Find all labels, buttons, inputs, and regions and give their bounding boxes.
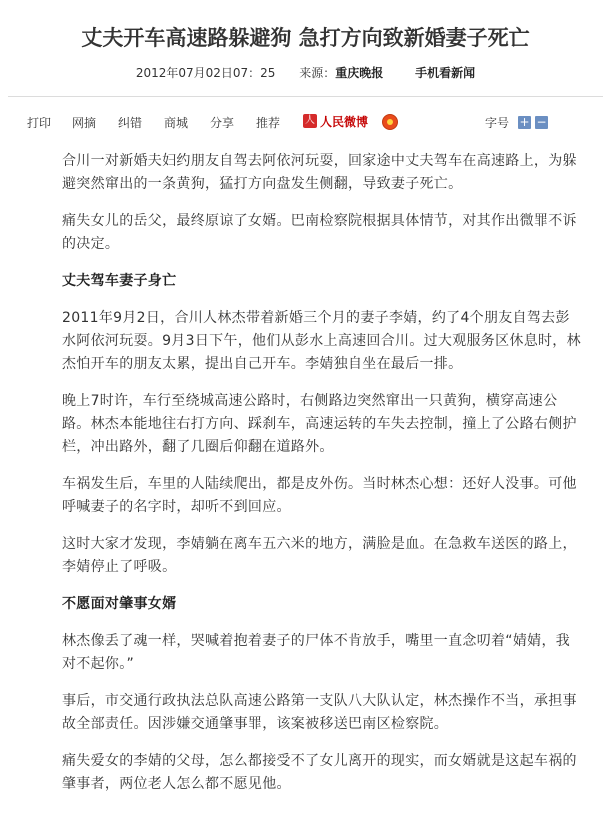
mobile-news-link[interactable]: 手机看新闻 (415, 66, 476, 80)
share-button[interactable]: 分享 (210, 116, 235, 130)
recommend-button[interactable]: 推荐 (256, 116, 281, 130)
weibo-label: 人民微博 (320, 114, 369, 129)
font-decrease-button[interactable]: − (536, 115, 547, 129)
article-body (62, 150, 582, 810)
bookmark-button[interactable]: 网摘 (72, 116, 97, 130)
article-paragraph: 这时大家才发现，李婧躺在离车五六米的地方，满脸是血。在急救车送医的路上，李婧停止了呼吸。 (62, 536, 577, 575)
weibo-share-icon[interactable] (382, 114, 398, 130)
article-header (0, 0, 611, 100)
font-size-label: 字号 (485, 116, 510, 130)
article-paragraph: 晚上7时许，车行至绕城高速公路时，右侧路边突然窜出一只黄狗，横穿高速公路。林杰本能地往右打方向、踩刹车，高速运转的车失去控制，撞上了公路右侧护栏，冲出路外，翻了几圈后仰翻在道路外。 (62, 393, 577, 455)
article-paragraph: 林杰像丢了魂一样，哭喊着抱着妻子的尸体不肯放手，嘴里一直念叨着“婧婧，我对不起你。” (62, 633, 571, 672)
people-weibo-link[interactable] (303, 112, 368, 130)
article-title: 丈夫开车高速路躲避狗 急打方向致新婚妻子死亡 (81, 26, 530, 50)
article-paragraph: 事后，市交通行政执法总队高速公路第一支队八大队认定，林杰操作不当，承担事故全部责任。因涉嫌交通肇事罪，该案被移送巴南区检察院。 (62, 693, 577, 732)
publish-datetime: 2012年07月02日07：25 (135, 66, 276, 80)
article-paragraph: 车祸发生后，车里的人陆续爬出，都是皮外伤。当时林杰心想：还好人没事。可他呼喊妻子的名字时，却听不到回应。 (62, 476, 577, 515)
source-label: 来源： (299, 66, 336, 80)
article-paragraph: 合川一对新婚夫妇约朋友自驾去阿依河玩耍，回家途中丈夫驾车在高速路上，为躲避突然窜出的一条黄狗，猛打方向盘发生侧翻，导致妻子死亡。 (62, 153, 577, 192)
mall-link[interactable]: 商城 (164, 116, 189, 130)
article-meta (0, 64, 611, 81)
header-divider (8, 96, 603, 97)
print-button[interactable]: 打印 (27, 116, 52, 130)
section-subheading: 丈夫驾车妻子身亡 (62, 273, 177, 289)
source-name[interactable]: 重庆晚报 (335, 66, 384, 80)
report-error-button[interactable]: 纠错 (118, 116, 143, 130)
article-paragraph: 2011年9月2日，合川人林杰带着新婚三个月的妻子李婧，约了4个朋友自驾去彭水阿依河玩耍。9月3日下午，他们从彭水上高速回合川。过大观服务区休息时，林杰怕开车的朋友太累，提出自己开车。李婧独自坐在最后一排。 (62, 310, 581, 372)
article-paragraph: 痛失女儿的岳父，最终原谅了女婿。巴南检察院根据具体情节，对其作出微罪不诉的决定。 (62, 213, 577, 252)
article-toolbar (27, 112, 587, 132)
article-paragraph: 痛失爱女的李婧的父母，怎么都接受不了女儿离开的现实，而女婿就是这起车祸的肇事者，两位老人怎么都不愿见他。 (62, 753, 577, 792)
font-increase-button[interactable]: + (519, 115, 530, 129)
weibo-logo-icon: 人 (305, 115, 315, 126)
section-subheading: 不愿面对肇事女婿 (62, 596, 177, 612)
